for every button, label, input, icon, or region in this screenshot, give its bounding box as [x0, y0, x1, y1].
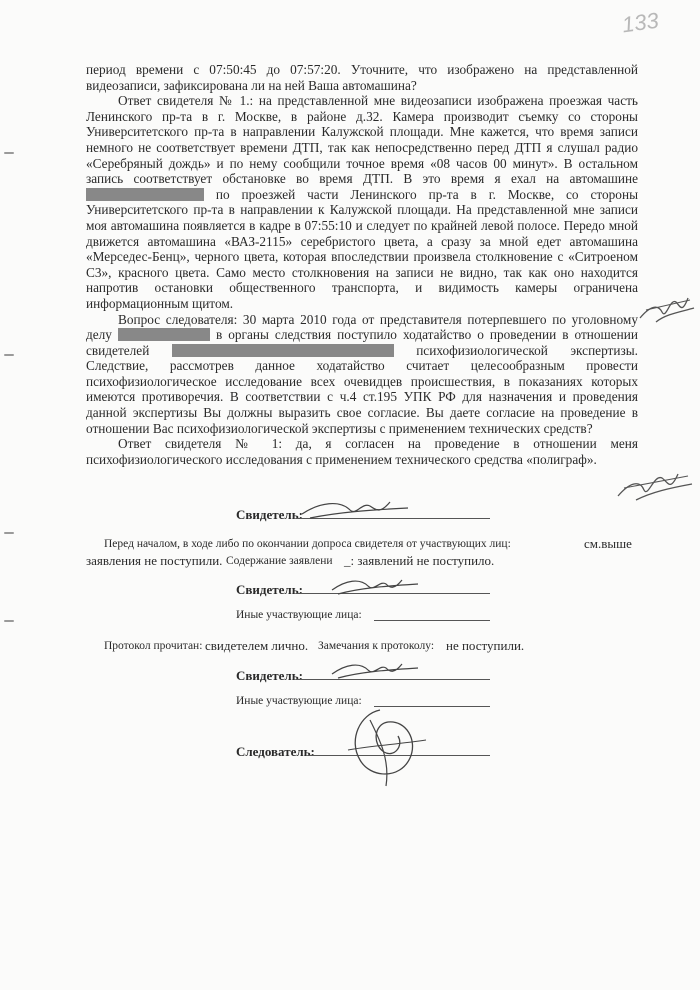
investigator-label: Следователь:	[236, 744, 315, 759]
other-participants-label: Иные участвующие лица:	[236, 695, 362, 707]
witness-label: Свидетель:	[236, 582, 303, 597]
redaction-bar	[172, 344, 394, 357]
witness-signature	[330, 658, 420, 684]
remarks-label: Замечания к протоколу:	[318, 640, 435, 652]
margin-signature	[636, 288, 696, 330]
question-text-part1: Вопрос следователя: 30 марта 2010 года от представителя потерпевшего по уголовному делу	[86, 311, 638, 343]
witness-label: Свидетель:	[236, 507, 303, 522]
punch-hole-mark	[4, 532, 14, 534]
remarks-value: не поступили.	[446, 638, 525, 653]
paragraph-question-end: период времени с 07:50:45 до 07:57:20. Уточните, что изображено на представленной видеозаписи, зафиксирована ли на ней Ваша автомашина?	[86, 62, 638, 93]
margin-signature	[612, 462, 696, 508]
redaction-bar	[86, 188, 204, 201]
answer-text-part1: Ответ свидетеля № 1.: на представленной мне видеозаписи изображена проезжая часть Ленинского пр-та в г. Москве, в районе д.32. Камера производит съемку со стороны Университетского пр-та в направлении Калужской площади. Мне кажется, что время записи немного не соответствует времени ДТП, так как непосредственно перед ДТП я слушал радио «Серебряный дождь» и по нему сообщили точное время «08 часов 00 минут». В остальном запись соответствует обстановке во время ДТП. В это время я ехал на автомашине	[86, 93, 638, 187]
paragraph-witness-consent: Ответ свидетеля № 1: да, я согласен на проведение в отношении меня психофизиологического исследования с применением технического средства «полиграф».	[86, 436, 638, 467]
redaction-bar	[118, 328, 210, 341]
investigator-signature	[340, 700, 430, 790]
punch-hole-mark	[4, 152, 14, 154]
punch-hole-mark	[4, 354, 14, 356]
question-text-part2: в органы следствия поступило ходатайство о проведении в отношении свидетелей	[86, 327, 639, 358]
witness-signature	[300, 496, 410, 524]
statements-value-1: см.выше	[584, 536, 632, 551]
other-participants-label: Иные участвующие лица:	[236, 609, 362, 621]
witness-signature	[330, 574, 420, 600]
question-text-part3: психофизиологической экспертизы. Следствие, рассмотрев данное ходатайство считает целесообразным провести психофизиологическое исследование всех очевидцев происшествия, в показаниях которых имеются противоречия. В соответствии с ч.4 ст.195 УПК РФ для назначения и проведения данной экспертизы Вы должны выразить свое согласие. Вы даете согласие на проведение в отношении Вас психофизиологической экспертизы с применением технических средств?	[86, 342, 638, 436]
statements-content-value: _: заявлений не поступило.	[344, 553, 495, 568]
signature-line	[374, 620, 490, 621]
witness-label: Свидетель:	[236, 668, 303, 683]
statements-content-label: Содержание заявлени	[226, 555, 333, 567]
paragraph-witness-answer	[86, 93, 638, 311]
protocol-read-label: Протокол прочитан:	[104, 640, 203, 652]
protocol-read-value: свидетелем лично.	[205, 638, 309, 653]
answer-text-part2: по проезжей части Ленинского пр-та в г. Москве, со стороны Университетского пр-та в направлении к Калужской площади. На представленной мне записи моя автомашина появляется в кадре в 07:55:10 и следует по крайней левой полосе. Передо мной движется автомашина «ВАЗ-2115» серебристого цвета, а сразу за мной едет автомашина «Мерседес-Бенц», черного цвета, которая впоследствии произвела столкновение с «Ситроеном С3», красного цвета. Само место столкновения на записи не видно, так как оно находится напротив остановки общественного транспорта, и видимость камеры ограничена информационным щитом.	[86, 186, 638, 311]
page-number: 133	[620, 7, 661, 38]
protocol-body	[86, 62, 638, 467]
statements-prefix: Перед началом, в ходе либо по окончании допроса свидетеля от участвующих лиц:	[104, 538, 511, 550]
statements-value-2: заявления не поступили.	[86, 553, 223, 568]
punch-hole-mark	[4, 620, 14, 622]
paragraph-investigator-question	[86, 312, 638, 437]
